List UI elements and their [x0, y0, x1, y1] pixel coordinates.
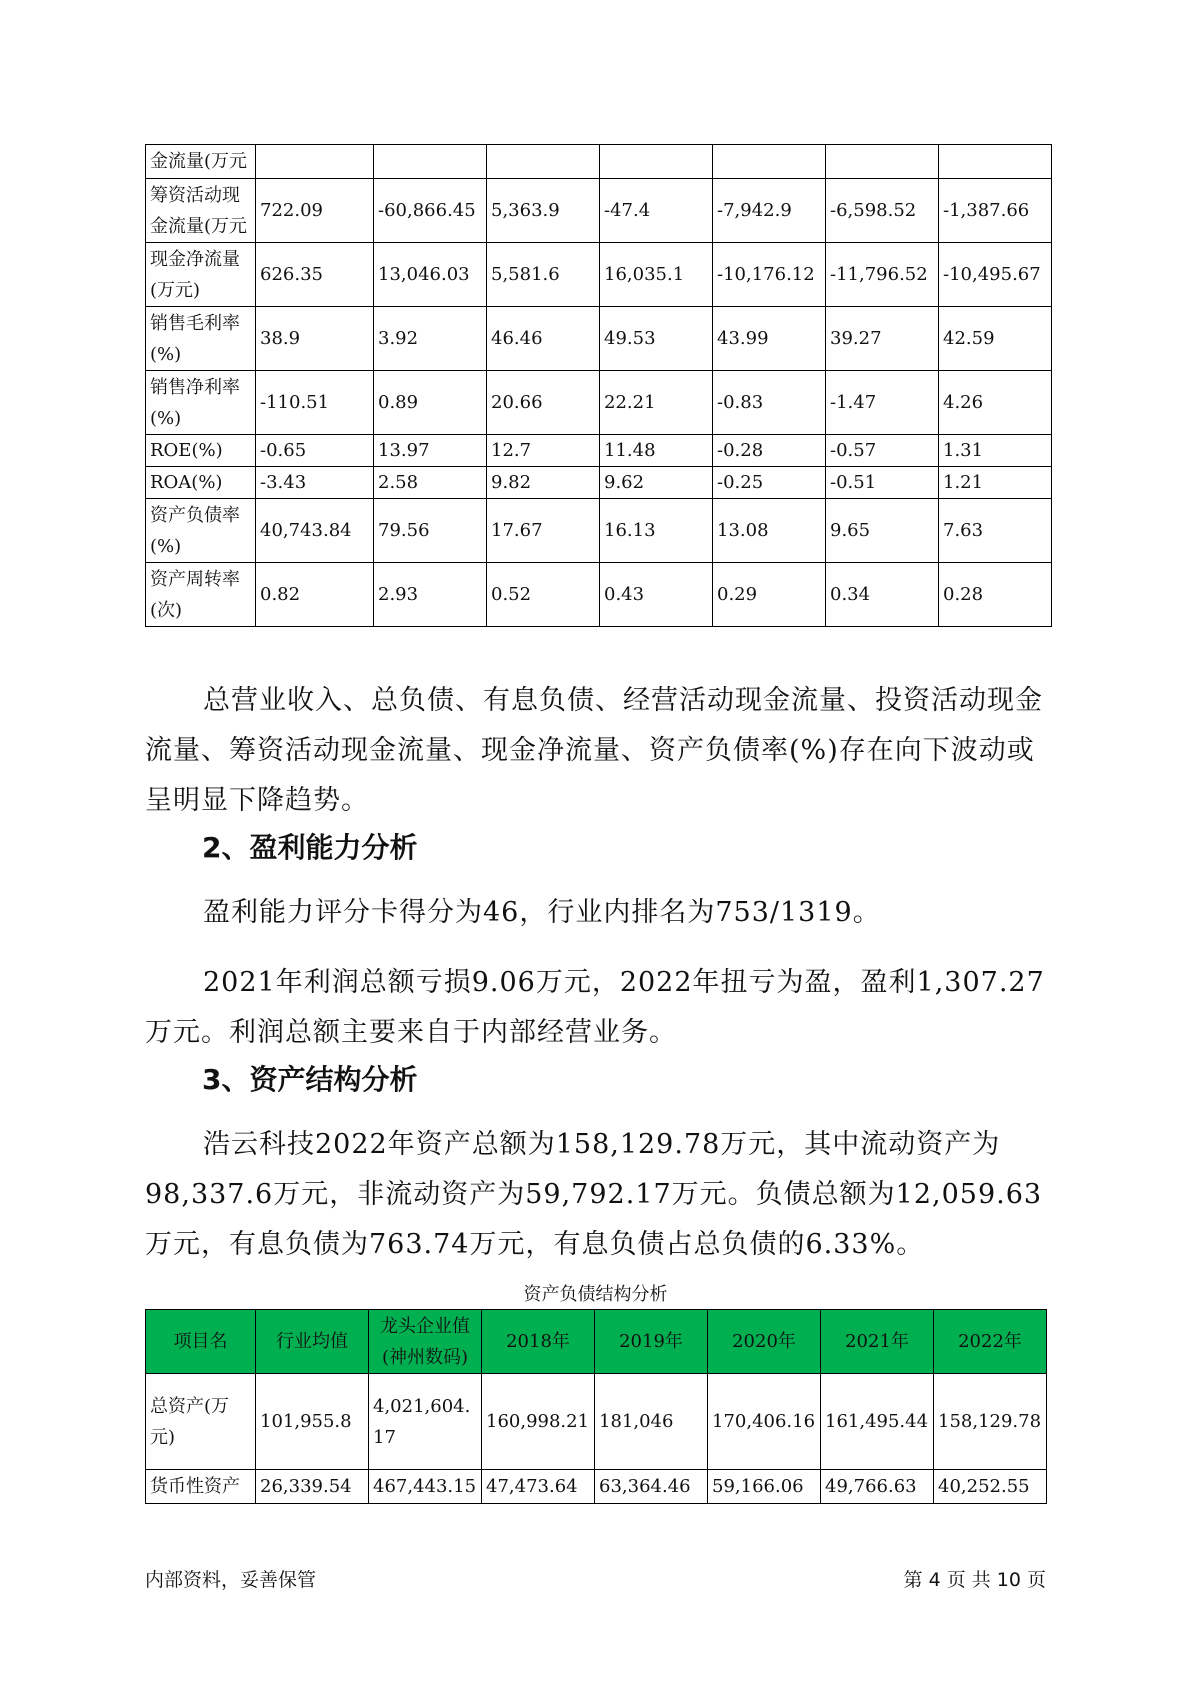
table-cell: 4,021,604.17: [369, 1374, 482, 1470]
column-header: 2020年: [708, 1310, 821, 1374]
table-cell: 7.63: [939, 499, 1052, 563]
row-label: 金流量(万元: [146, 145, 256, 179]
row-label: ROA(%): [146, 467, 256, 499]
table-row: [146, 371, 1052, 435]
table-cell: 5,581.6: [487, 243, 600, 307]
table-cell: 170,406.16: [708, 1374, 821, 1470]
table-cell: 39.27: [826, 307, 939, 371]
table-cell: 0.34: [826, 563, 939, 627]
column-header: 行业均值: [256, 1310, 369, 1374]
table-cell: 16,035.1: [600, 243, 713, 307]
table-cell: -0.83: [713, 371, 826, 435]
table-cell: 3.92: [374, 307, 487, 371]
table-cell: 0.43: [600, 563, 713, 627]
table-cell: -6,598.52: [826, 179, 939, 243]
row-label: 筹资活动现金流量(万元: [146, 179, 256, 243]
row-label: 货币性资产: [146, 1470, 256, 1504]
table-row: [146, 499, 1052, 563]
table-cell: 2.58: [374, 467, 487, 499]
profitability-score-text: 盈利能力评分卡得分为46，行业内排名为753/1319。: [203, 897, 881, 928]
table-cell: 13.97: [374, 435, 487, 467]
heading-asset-structure: 3、资产结构分析: [202, 1063, 418, 1096]
table-cell: 42.59: [939, 307, 1052, 371]
profitability-score-paragraph: [145, 888, 1045, 938]
table-row: [146, 563, 1052, 627]
table-cell: 13,046.03: [374, 243, 487, 307]
table-cell: 43.99: [713, 307, 826, 371]
table-row: [146, 435, 1052, 467]
trend-text: 总营业收入、总负债、有息负债、经营活动现金流量、投资活动现金流量、筹资活动现金流量、现金净流量、资产负债率(%)存在向下波动或呈明显下降趋势。: [145, 685, 1043, 816]
profit-text: 2021年利润总额亏损9.06万元，2022年扭亏为盈，盈利1,307.27万元。利润总额主要来自于内部经营业务。: [145, 967, 1045, 1048]
column-header: 2021年: [821, 1310, 934, 1374]
table-cell: 38.9: [256, 307, 374, 371]
table-cell: -3.43: [256, 467, 374, 499]
table-row: [146, 1470, 1047, 1504]
table-cell: -11,796.52: [826, 243, 939, 307]
table-cell: 0.89: [374, 371, 487, 435]
table-cell: [826, 145, 939, 179]
table-cell: 0.29: [713, 563, 826, 627]
table-cell: 16.13: [600, 499, 713, 563]
asset-structure-paragraph: [145, 1120, 1045, 1270]
column-header: 龙头企业值(神州数码): [369, 1310, 482, 1374]
table-cell: 0.52: [487, 563, 600, 627]
table-cell: 13.08: [713, 499, 826, 563]
table-cell: 26,339.54: [256, 1470, 369, 1504]
table-cell: [939, 145, 1052, 179]
table-cell: -1,387.66: [939, 179, 1052, 243]
table-cell: -0.28: [713, 435, 826, 467]
heading-profitability: 2、盈利能力分析: [202, 831, 418, 864]
table-cell: 11.48: [600, 435, 713, 467]
table-cell: -60,866.45: [374, 179, 487, 243]
asset-structure-text: 浩云科技2022年资产总额为158,129.78万元，其中流动资产为98,337.6万元，非流动资产为59,792.17万元。负债总额为12,059.63万元，有息负债为763.74万元，有息负债占总负债的6.33%。: [145, 1129, 1043, 1260]
footer-confidential: 内部资料，妥善保管: [145, 1569, 317, 1591]
balance-structure-table: [145, 1309, 1047, 1504]
row-label: 销售毛利率(%): [146, 307, 256, 371]
row-label: ROE(%): [146, 435, 256, 467]
table-cell: 47,473.64: [482, 1470, 595, 1504]
table-cell: 49,766.63: [821, 1470, 934, 1504]
table-cell: 0.28: [939, 563, 1052, 627]
table-cell: 181,046: [595, 1374, 708, 1470]
table-cell: 5,363.9: [487, 179, 600, 243]
table-caption: 资产负债结构分析: [523, 1284, 668, 1305]
profit-paragraph: [145, 958, 1045, 1058]
table-cell: -10,176.12: [713, 243, 826, 307]
table-cell: [713, 145, 826, 179]
table-cell: -10,495.67: [939, 243, 1052, 307]
table-cell: 4.26: [939, 371, 1052, 435]
table-cell: 626.35: [256, 243, 374, 307]
table-cell: 1.31: [939, 435, 1052, 467]
table-header-row: [146, 1310, 1047, 1374]
table-cell: 9.62: [600, 467, 713, 499]
table-cell: -7,942.9: [713, 179, 826, 243]
table-cell: 63,364.46: [595, 1470, 708, 1504]
table-row: [146, 179, 1052, 243]
table-cell: 101,955.8: [256, 1374, 369, 1470]
table-cell: -47.4: [600, 179, 713, 243]
table-cell: 46.46: [487, 307, 600, 371]
table-cell: 22.21: [600, 371, 713, 435]
table-row: [146, 243, 1052, 307]
table-cell: 9.65: [826, 499, 939, 563]
column-header: 项目名: [146, 1310, 256, 1374]
column-header: 2022年: [934, 1310, 1047, 1374]
table-cell: 9.82: [487, 467, 600, 499]
table-cell: 467,443.15: [369, 1470, 482, 1504]
table-cell: 0.82: [256, 563, 374, 627]
table-cell: 2.93: [374, 563, 487, 627]
table-cell: 161,495.44: [821, 1374, 934, 1470]
table-cell: 12.7: [487, 435, 600, 467]
financial-indicators-table: [145, 144, 1052, 627]
table-cell: -110.51: [256, 371, 374, 435]
table-cell: 722.09: [256, 179, 374, 243]
table-cell: -0.25: [713, 467, 826, 499]
table-cell: 20.66: [487, 371, 600, 435]
table-cell: 17.67: [487, 499, 600, 563]
table-cell: -1.47: [826, 371, 939, 435]
column-header: 2019年: [595, 1310, 708, 1374]
table-cell: 160,998.21: [482, 1374, 595, 1470]
table-cell: 49.53: [600, 307, 713, 371]
table-cell: 1.21: [939, 467, 1052, 499]
table-cell: -0.57: [826, 435, 939, 467]
table-row: [146, 145, 1052, 179]
table-cell: 158,129.78: [934, 1374, 1047, 1470]
table-cell: [374, 145, 487, 179]
table-cell: 59,166.06: [708, 1470, 821, 1504]
table-cell: 40,252.55: [934, 1470, 1047, 1504]
row-label: 总资产(万元): [146, 1374, 256, 1470]
table-cell: [256, 145, 374, 179]
table-cell: -0.65: [256, 435, 374, 467]
table-cell: [600, 145, 713, 179]
table-row: [146, 307, 1052, 371]
column-header: 2018年: [482, 1310, 595, 1374]
table-row: [146, 1374, 1047, 1470]
table-cell: 79.56: [374, 499, 487, 563]
table-cell: [487, 145, 600, 179]
table-cell: 40,743.84: [256, 499, 374, 563]
trend-paragraph: [145, 676, 1045, 826]
row-label: 资产周转率(次): [146, 563, 256, 627]
table-row: [146, 467, 1052, 499]
table-cell: -0.51: [826, 467, 939, 499]
row-label: 销售净利率(%): [146, 371, 256, 435]
row-label: 资产负债率(%): [146, 499, 256, 563]
row-label: 现金净流量(万元): [146, 243, 256, 307]
footer-page-number: 第 4 页 共 10 页: [903, 1569, 1046, 1591]
